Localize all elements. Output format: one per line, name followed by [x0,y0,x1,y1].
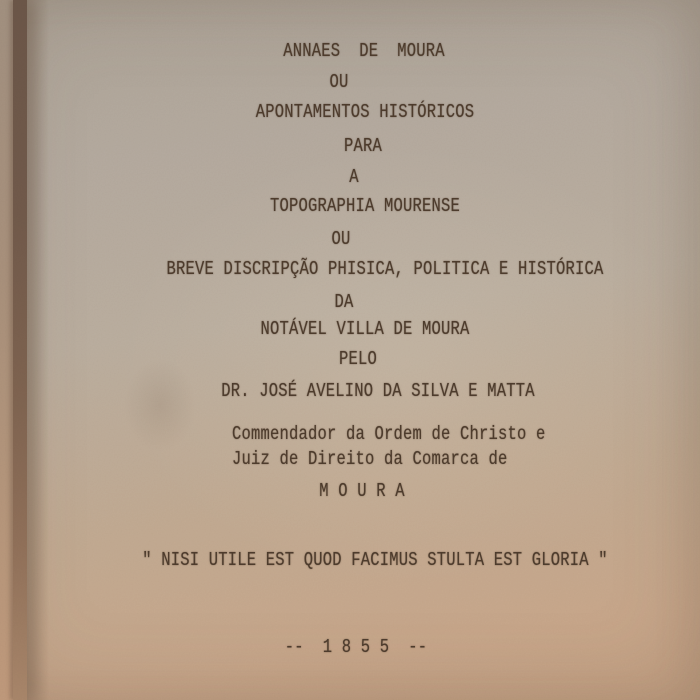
connector-da: DA [334,290,354,314]
latin-motto: " NISI UTILE EST QUOD FACIMUS STULTA EST GLORIA " [142,548,608,572]
connector-pelo: PELO [338,347,377,371]
ou-conjunction-2: OU [331,227,351,251]
connector-para: PARA [343,134,382,158]
place-moura: M O U R A [319,479,405,503]
author-title-line-1: Commendador da Ordem de Christo e [232,422,546,446]
author-name: DR. JOSÉ AVELINO DA SILVA E MATTA [221,379,535,403]
ou-conjunction-1: OU [329,70,349,94]
subtitle-apontamentos: APONTAMENTOS HISTÓRICOS [255,100,475,124]
year-1855: -- 1 8 5 5 -- [284,635,428,659]
author-title-line-2: Juiz de Direito da Comarca de [232,447,508,471]
subtitle-topographia-mourense: TOPOGRAPHIA MOURENSE [269,194,461,218]
book-title: ANNAES DE MOURA [283,39,445,63]
subtitle-notavel-villa: NOTÁVEL VILLA DE MOURA [260,317,470,341]
connector-a: A [349,165,359,189]
subtitle-breve-discripcao: BREVE DISCRIPÇÃO PHISICA, POLITICA E HISTÓRICA [166,257,604,281]
